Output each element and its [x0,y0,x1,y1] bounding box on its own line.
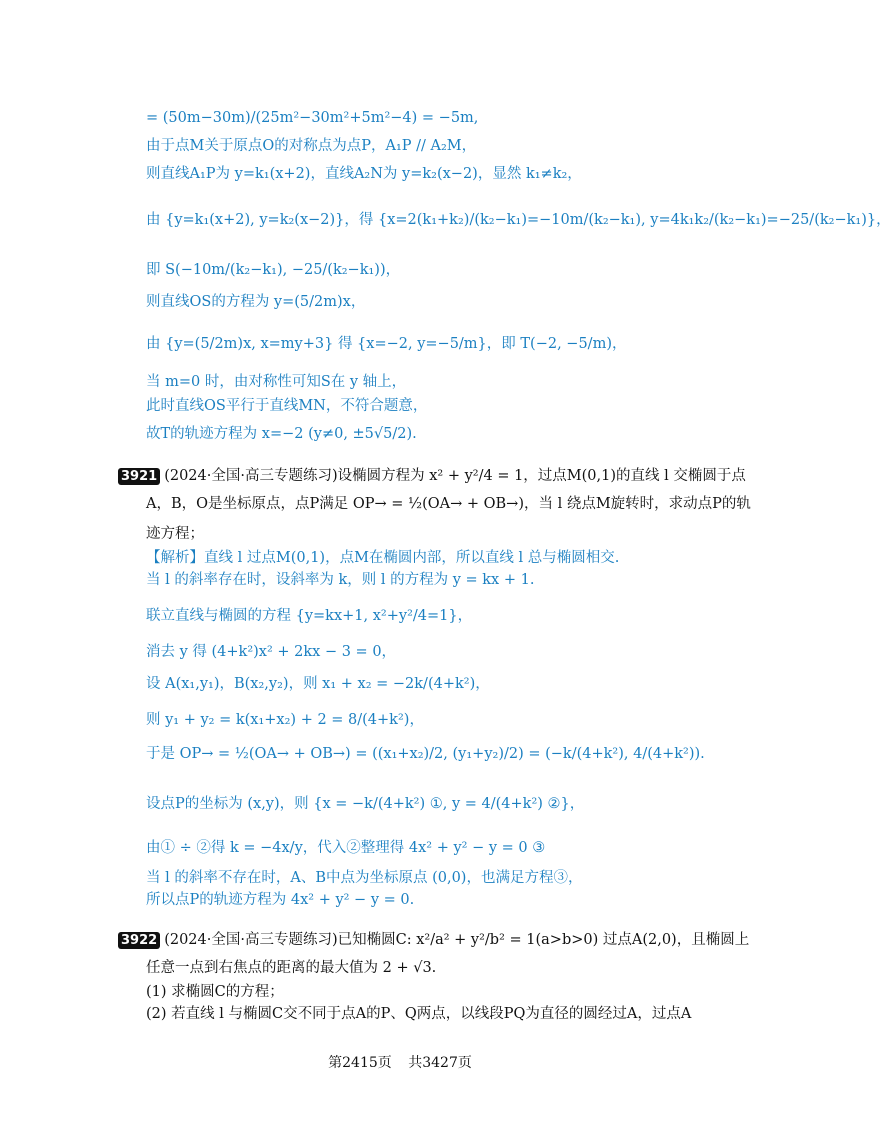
problem-number-badge: 3922 [118,932,160,949]
analysis-line-7: 于是 OP→ = ½(OA→ + OB→) = ((x₁+x₂)/2, (y₁+y₂)/2) = (−k/(4+k²), 4/(4+k²)). [146,746,705,762]
problem-3922-sub-2: (2) 若直线 l 与椭圆C交不同于点A的P、Q两点，以线段PQ为直径的圆经过A，过点A [146,1006,692,1022]
solution-line-10: 故T的轨迹方程为 x=−2 (y≠0, ±5√5/2). [146,426,417,442]
page-number: 第2415页 [328,1055,392,1071]
analysis-line-1 [146,548,619,568]
problem-3921-stem-2: A，B，O是坐标原点，点P满足 OP→ = ½(OA→ + OB→)，当 l 绕点M旋转时，求动点P的轨 [146,496,751,512]
analysis-line-9: 由① ÷ ②得 k = −4x/y，代入②整理得 4x² + y² − y = 0 ③ [146,840,546,856]
solution-line-3: 则直线A₁P为 y=k₁(x+2)，直线A₂N为 y=k₂(x−2)，显然 k₁≠k₂， [146,166,582,182]
analysis-line-6: 则 y₁ + y₂ = k(x₁+x₂) + 2 = 8/(4+k²)， [146,712,424,728]
analysis-text: 直线 l 过点M(0,1)，点M在椭圆内部，所以直线 l 总与椭圆相交. [204,550,620,566]
solution-line-7: 由 {y=(5/2m)x, x=my+3} 得 {x=−2, y=−5/m}，即 T(−2, −5/m)， [146,336,627,352]
solution-line-6: 则直线OS的方程为 y=(5/2m)x， [146,294,366,310]
problem-number-badge: 3921 [118,468,160,485]
solution-line-8: 当 m=0 时，由对称性可知S在 y 轴上， [146,374,407,390]
analysis-line-8: 设点P的坐标为 (x,y)，则 {x = −k/(4+k²) ①, y = 4/(4+k²) ②}， [146,796,585,812]
problem-stem-text: 已知椭圆C: x²/a² + y²/b² = 1(a>b>0) 过点A(2,0)，且椭圆上 [337,932,750,948]
problem-source: (2024·全国·高三专题练习) [164,932,338,948]
problem-3921-stem-1 [118,466,746,486]
problem-3921-stem-3: 迹方程； [146,526,204,542]
analysis-line-4: 消去 y 得 (4+k²)x² + 2kx − 3 = 0， [146,644,397,660]
analysis-label: 【解析】 [146,550,204,566]
analysis-line-5: 设 A(x₁,y₁)，B(x₂,y₂)，则 x₁ + x₂ = −2k/(4+k²)， [146,676,490,692]
problem-stem-text: 设椭圆方程为 x² + y²/4 = 1，过点M(0,1)的直线 l 交椭圆于点 [337,468,746,484]
problem-3922-stem-1 [118,930,749,950]
page-total: 共3427页 [408,1055,472,1071]
page-footer [0,1052,800,1072]
solution-line-5: 即 S(−10m/(k₂−k₁), −25/(k₂−k₁))， [146,262,401,278]
analysis-line-2: 当 l 的斜率存在时，设斜率为 k，则 l 的方程为 y = kx + 1. [146,572,535,588]
analysis-line-10: 当 l 的斜率不存在时，A、B中点为坐标原点 (0,0)，也满足方程③， [146,870,583,886]
analysis-line-11: 所以点P的轨迹方程为 4x² + y² − y = 0. [146,892,415,908]
problem-3922-sub-1: (1) 求椭圆C的方程； [146,984,284,1000]
solution-line-2: 由于点M关于原点O的对称点为点P，A₁P // A₂M， [146,138,477,154]
analysis-line-3: 联立直线与椭圆的方程 {y=kx+1, x²+y²/4=1}， [146,608,473,624]
solution-line-1: = (50m−30m)/(25m²−30m²+5m²−4) = −5m, [146,110,479,126]
problem-source: (2024·全国·高三专题练习) [164,468,338,484]
solution-line-9: 此时直线OS平行于直线MN，不符合题意， [146,398,428,414]
problem-3922-stem-2: 任意一点到右焦点的距离的最大值为 2 + √3. [146,960,437,976]
solution-line-4: 由 {y=k₁(x+2), y=k₂(x−2)}，得 {x=2(k₁+k₂)/(k₂−k₁)=−10m/(k₂−k₁), y=4k₁k₂/(k₂−k₁)=−25/(k₂−k₁)}， [146,212,891,228]
